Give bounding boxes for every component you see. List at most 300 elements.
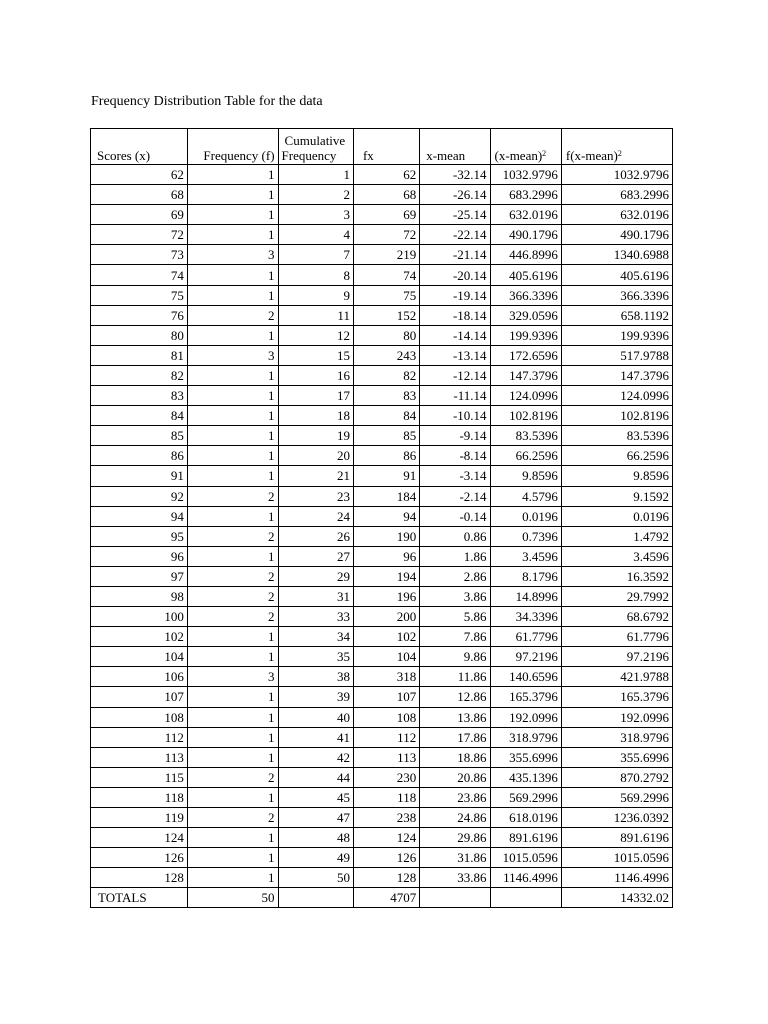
- cell-x-mean: -2.14: [420, 486, 490, 506]
- cell-fx: 112: [353, 727, 419, 747]
- cell-score: 106: [91, 667, 188, 687]
- cell-x-mean-squared: 83.5396: [490, 426, 561, 446]
- cell-score: 85: [91, 426, 188, 446]
- cell-f-x-mean-squared: 16.3592: [561, 566, 672, 586]
- cell-x-mean: -14.14: [420, 325, 490, 345]
- cell-x-mean: 7.86: [420, 627, 490, 647]
- cell-x-mean: 0.86: [420, 526, 490, 546]
- cell-x-mean-squared: 124.0996: [490, 386, 561, 406]
- cell-f-x-mean-squared: 632.0196: [561, 205, 672, 225]
- cell-x-mean: -11.14: [420, 386, 490, 406]
- cell-cumulative-frequency: 20: [278, 446, 353, 466]
- cell-x-mean: -3.14: [420, 466, 490, 486]
- totals-x-mean-squared: [490, 888, 561, 908]
- cell-fx: 85: [353, 426, 419, 446]
- header-x-mean-squared-label: (x-mean): [494, 148, 543, 163]
- cell-score: 91: [91, 466, 188, 486]
- cell-fx: 80: [353, 325, 419, 345]
- cell-frequency: 1: [187, 205, 278, 225]
- cell-fx: 318: [353, 667, 419, 687]
- cell-cumulative-frequency: 27: [278, 546, 353, 566]
- cell-fx: 126: [353, 848, 419, 868]
- cell-fx: 108: [353, 707, 419, 727]
- cell-f-x-mean-squared: 355.6996: [561, 747, 672, 767]
- cell-cumulative-frequency: 16: [278, 365, 353, 385]
- cell-x-mean-squared: 165.3796: [490, 687, 561, 707]
- cell-fx: 96: [353, 546, 419, 566]
- table-row: [91, 265, 673, 285]
- header-cumulative-line1: Cumulative: [284, 133, 346, 148]
- cell-frequency: 1: [187, 165, 278, 185]
- cell-cumulative-frequency: 40: [278, 707, 353, 727]
- cell-score: 107: [91, 687, 188, 707]
- cell-x-mean: -21.14: [420, 245, 490, 265]
- totals-frequency: 50: [187, 888, 278, 908]
- cell-x-mean-squared: 102.8196: [490, 406, 561, 426]
- cell-frequency: 3: [187, 345, 278, 365]
- totals-cumulative: [278, 888, 353, 908]
- cell-fx: 230: [353, 767, 419, 787]
- cell-x-mean-squared: 34.3396: [490, 607, 561, 627]
- cell-frequency: 1: [187, 868, 278, 888]
- cell-score: 100: [91, 607, 188, 627]
- cell-fx: 74: [353, 265, 419, 285]
- table-row: [91, 466, 673, 486]
- cell-cumulative-frequency: 4: [278, 225, 353, 245]
- cell-f-x-mean-squared: 683.2996: [561, 185, 672, 205]
- cell-f-x-mean-squared: 658.1192: [561, 305, 672, 325]
- cell-fx: 128: [353, 868, 419, 888]
- cell-score: 128: [91, 868, 188, 888]
- cell-x-mean-squared: 632.0196: [490, 205, 561, 225]
- cell-frequency: 1: [187, 185, 278, 205]
- cell-cumulative-frequency: 12: [278, 325, 353, 345]
- cell-f-x-mean-squared: 3.4596: [561, 546, 672, 566]
- cell-fx: 238: [353, 808, 419, 828]
- table-row: [91, 245, 673, 265]
- cell-cumulative-frequency: 7: [278, 245, 353, 265]
- cell-x-mean-squared: 405.6196: [490, 265, 561, 285]
- cell-fx: 75: [353, 285, 419, 305]
- cell-score: 97: [91, 566, 188, 586]
- cell-cumulative-frequency: 33: [278, 607, 353, 627]
- cell-x-mean-squared: 355.6996: [490, 747, 561, 767]
- cell-f-x-mean-squared: 83.5396: [561, 426, 672, 446]
- cell-x-mean-squared: 66.2596: [490, 446, 561, 466]
- cell-cumulative-frequency: 48: [278, 828, 353, 848]
- cell-frequency: 2: [187, 566, 278, 586]
- cell-frequency: 1: [187, 647, 278, 667]
- cell-x-mean: -12.14: [420, 365, 490, 385]
- table-row: [91, 225, 673, 245]
- cell-cumulative-frequency: 19: [278, 426, 353, 446]
- cell-f-x-mean-squared: 124.0996: [561, 386, 672, 406]
- cell-cumulative-frequency: 47: [278, 808, 353, 828]
- cell-score: 102: [91, 627, 188, 647]
- cell-fx: 194: [353, 566, 419, 586]
- header-f-x-mean-squared: [561, 129, 672, 165]
- cell-cumulative-frequency: 24: [278, 506, 353, 526]
- cell-frequency: 2: [187, 526, 278, 546]
- cell-frequency: 1: [187, 687, 278, 707]
- cell-x-mean: -20.14: [420, 265, 490, 285]
- cell-frequency: 1: [187, 828, 278, 848]
- cell-x-mean: -0.14: [420, 506, 490, 526]
- cell-f-x-mean-squared: 1015.0596: [561, 848, 672, 868]
- cell-f-x-mean-squared: 0.0196: [561, 506, 672, 526]
- cell-cumulative-frequency: 49: [278, 848, 353, 868]
- table-row: [91, 566, 673, 586]
- cell-x-mean-squared: 199.9396: [490, 325, 561, 345]
- cell-x-mean: 13.86: [420, 707, 490, 727]
- table-row: [91, 687, 673, 707]
- cell-x-mean-squared: 14.8996: [490, 586, 561, 606]
- cell-frequency: 1: [187, 506, 278, 526]
- cell-score: 126: [91, 848, 188, 868]
- cell-frequency: 1: [187, 727, 278, 747]
- cell-frequency: 1: [187, 325, 278, 345]
- cell-cumulative-frequency: 23: [278, 486, 353, 506]
- header-scores: Scores (x): [91, 129, 188, 165]
- cell-x-mean-squared: 1146.4996: [490, 868, 561, 888]
- cell-score: 96: [91, 546, 188, 566]
- cell-f-x-mean-squared: 1340.6988: [561, 245, 672, 265]
- cell-x-mean: 23.86: [420, 787, 490, 807]
- cell-x-mean-squared: 490.1796: [490, 225, 561, 245]
- cell-cumulative-frequency: 17: [278, 386, 353, 406]
- cell-score: 80: [91, 325, 188, 345]
- header-frequency: Frequency (f): [187, 129, 278, 165]
- cell-x-mean: 3.86: [420, 586, 490, 606]
- table-row: [91, 667, 673, 687]
- cell-fx: 190: [353, 526, 419, 546]
- cell-score: 82: [91, 365, 188, 385]
- cell-x-mean-squared: 61.7796: [490, 627, 561, 647]
- table-row: [91, 426, 673, 446]
- cell-frequency: 1: [187, 707, 278, 727]
- table-row: [91, 446, 673, 466]
- cell-x-mean-squared: 97.2196: [490, 647, 561, 667]
- table-row: [91, 808, 673, 828]
- cell-x-mean: -32.14: [420, 165, 490, 185]
- cell-f-x-mean-squared: 9.8596: [561, 466, 672, 486]
- cell-f-x-mean-squared: 870.2792: [561, 767, 672, 787]
- cell-x-mean-squared: 147.3796: [490, 365, 561, 385]
- cell-cumulative-frequency: 8: [278, 265, 353, 285]
- cell-cumulative-frequency: 2: [278, 185, 353, 205]
- cell-fx: 124: [353, 828, 419, 848]
- cell-x-mean: 20.86: [420, 767, 490, 787]
- cell-fx: 243: [353, 345, 419, 365]
- cell-x-mean-squared: 8.1796: [490, 566, 561, 586]
- cell-score: 73: [91, 245, 188, 265]
- cell-x-mean-squared: 4.5796: [490, 486, 561, 506]
- cell-cumulative-frequency: 34: [278, 627, 353, 647]
- cell-f-x-mean-squared: 97.2196: [561, 647, 672, 667]
- table-row: [91, 848, 673, 868]
- cell-x-mean: 1.86: [420, 546, 490, 566]
- cell-f-x-mean-squared: 490.1796: [561, 225, 672, 245]
- totals-fx: 4707: [353, 888, 419, 908]
- cell-x-mean: 2.86: [420, 566, 490, 586]
- cell-x-mean: 5.86: [420, 607, 490, 627]
- cell-score: 76: [91, 305, 188, 325]
- table-row: [91, 767, 673, 787]
- cell-frequency: 1: [187, 546, 278, 566]
- totals-x-mean: [420, 888, 490, 908]
- cell-x-mean: -13.14: [420, 345, 490, 365]
- table-row: [91, 627, 673, 647]
- cell-score: 108: [91, 707, 188, 727]
- cell-frequency: 2: [187, 305, 278, 325]
- cell-fx: 72: [353, 225, 419, 245]
- cell-frequency: 2: [187, 586, 278, 606]
- frequency-distribution-table: [90, 128, 673, 908]
- cell-f-x-mean-squared: 68.6792: [561, 607, 672, 627]
- cell-x-mean: 11.86: [420, 667, 490, 687]
- table-row: [91, 345, 673, 365]
- cell-score: 98: [91, 586, 188, 606]
- cell-fx: 83: [353, 386, 419, 406]
- cell-cumulative-frequency: 21: [278, 466, 353, 486]
- cell-f-x-mean-squared: 517.9788: [561, 345, 672, 365]
- cell-frequency: 1: [187, 285, 278, 305]
- cell-frequency: 1: [187, 747, 278, 767]
- cell-score: 75: [91, 285, 188, 305]
- header-fx: fx: [353, 129, 419, 165]
- cell-frequency: 2: [187, 486, 278, 506]
- table-row: [91, 647, 673, 667]
- cell-cumulative-frequency: 9: [278, 285, 353, 305]
- table-row: [91, 707, 673, 727]
- cell-x-mean: 9.86: [420, 647, 490, 667]
- cell-fx: 91: [353, 466, 419, 486]
- cell-x-mean-squared: 366.3396: [490, 285, 561, 305]
- cell-score: 69: [91, 205, 188, 225]
- header-x-mean: x-mean: [420, 129, 490, 165]
- cell-frequency: 1: [187, 386, 278, 406]
- cell-fx: 200: [353, 607, 419, 627]
- cell-cumulative-frequency: 26: [278, 526, 353, 546]
- cell-cumulative-frequency: 29: [278, 566, 353, 586]
- cell-cumulative-frequency: 39: [278, 687, 353, 707]
- cell-x-mean-squared: 1015.0596: [490, 848, 561, 868]
- cell-frequency: 1: [187, 848, 278, 868]
- cell-f-x-mean-squared: 9.1592: [561, 486, 672, 506]
- table-row: [91, 486, 673, 506]
- cell-frequency: 1: [187, 426, 278, 446]
- cell-x-mean: -22.14: [420, 225, 490, 245]
- cell-x-mean: -10.14: [420, 406, 490, 426]
- cell-f-x-mean-squared: 199.9396: [561, 325, 672, 345]
- cell-score: 104: [91, 647, 188, 667]
- cell-score: 74: [91, 265, 188, 285]
- cell-x-mean-squared: 329.0596: [490, 305, 561, 325]
- table-body: [91, 165, 673, 888]
- cell-fx: 84: [353, 406, 419, 426]
- table-row: [91, 828, 673, 848]
- cell-x-mean-squared: 618.0196: [490, 808, 561, 828]
- cell-score: 115: [91, 767, 188, 787]
- cell-f-x-mean-squared: 366.3396: [561, 285, 672, 305]
- table-row: [91, 386, 673, 406]
- cell-frequency: 1: [187, 787, 278, 807]
- cell-score: 113: [91, 747, 188, 767]
- cell-x-mean-squared: 0.7396: [490, 526, 561, 546]
- cell-fx: 152: [353, 305, 419, 325]
- header-f-x-mean-squared-label: f(x-mean): [565, 148, 618, 163]
- cell-cumulative-frequency: 44: [278, 767, 353, 787]
- cell-fx: 62: [353, 165, 419, 185]
- cell-x-mean-squared: 9.8596: [490, 466, 561, 486]
- header-squared-mark: 2: [542, 149, 547, 158]
- table-row: [91, 365, 673, 385]
- cell-f-x-mean-squared: 1.4792: [561, 526, 672, 546]
- cell-frequency: 1: [187, 466, 278, 486]
- cell-frequency: 3: [187, 245, 278, 265]
- cell-f-x-mean-squared: 102.8196: [561, 406, 672, 426]
- table-row: [91, 546, 673, 566]
- cell-f-x-mean-squared: 421.9788: [561, 667, 672, 687]
- cell-x-mean-squared: 140.6596: [490, 667, 561, 687]
- table-totals: [91, 888, 673, 908]
- cell-cumulative-frequency: 15: [278, 345, 353, 365]
- cell-x-mean: 18.86: [420, 747, 490, 767]
- cell-f-x-mean-squared: 165.3796: [561, 687, 672, 707]
- table-row: [91, 185, 673, 205]
- cell-f-x-mean-squared: 147.3796: [561, 365, 672, 385]
- cell-frequency: 2: [187, 767, 278, 787]
- cell-fx: 184: [353, 486, 419, 506]
- table-row: [91, 285, 673, 305]
- cell-fx: 82: [353, 365, 419, 385]
- table-row: [91, 787, 673, 807]
- cell-f-x-mean-squared: 66.2596: [561, 446, 672, 466]
- cell-x-mean-squared: 172.6596: [490, 345, 561, 365]
- cell-score: 112: [91, 727, 188, 747]
- cell-fx: 113: [353, 747, 419, 767]
- cell-cumulative-frequency: 31: [278, 586, 353, 606]
- table-row: [91, 868, 673, 888]
- table-row: [91, 607, 673, 627]
- cell-score: 83: [91, 386, 188, 406]
- cell-frequency: 3: [187, 667, 278, 687]
- cell-x-mean: 17.86: [420, 727, 490, 747]
- cell-cumulative-frequency: 1: [278, 165, 353, 185]
- cell-f-x-mean-squared: 569.2996: [561, 787, 672, 807]
- header-cumulative-frequency: [278, 129, 353, 165]
- cell-x-mean: -18.14: [420, 305, 490, 325]
- table-header: [91, 129, 673, 165]
- table-row: [91, 165, 673, 185]
- cell-fx: 69: [353, 205, 419, 225]
- cell-score: 119: [91, 808, 188, 828]
- cell-x-mean: 33.86: [420, 868, 490, 888]
- cell-f-x-mean-squared: 405.6196: [561, 265, 672, 285]
- cell-score: 118: [91, 787, 188, 807]
- cell-fx: 104: [353, 647, 419, 667]
- cell-cumulative-frequency: 35: [278, 647, 353, 667]
- cell-x-mean: -9.14: [420, 426, 490, 446]
- cell-fx: 107: [353, 687, 419, 707]
- table-row: [91, 526, 673, 546]
- cell-x-mean: 24.86: [420, 808, 490, 828]
- cell-x-mean-squared: 683.2996: [490, 185, 561, 205]
- cell-score: 81: [91, 345, 188, 365]
- header-x-mean-squared: [490, 129, 561, 165]
- cell-score: 124: [91, 828, 188, 848]
- cell-frequency: 1: [187, 406, 278, 426]
- cell-x-mean-squared: 569.2996: [490, 787, 561, 807]
- table-row: [91, 406, 673, 426]
- cell-x-mean-squared: 192.0996: [490, 707, 561, 727]
- cell-fx: 94: [353, 506, 419, 526]
- cell-x-mean-squared: 1032.9796: [490, 165, 561, 185]
- cell-f-x-mean-squared: 318.9796: [561, 727, 672, 747]
- cell-f-x-mean-squared: 1146.4996: [561, 868, 672, 888]
- cell-x-mean: -26.14: [420, 185, 490, 205]
- cell-x-mean-squared: 446.8996: [490, 245, 561, 265]
- cell-x-mean-squared: 0.0196: [490, 506, 561, 526]
- cell-x-mean: 31.86: [420, 848, 490, 868]
- table-row: [91, 727, 673, 747]
- cell-fx: 86: [353, 446, 419, 466]
- cell-cumulative-frequency: 3: [278, 205, 353, 225]
- table-row: [91, 747, 673, 767]
- cell-x-mean-squared: 435.1396: [490, 767, 561, 787]
- cell-frequency: 1: [187, 446, 278, 466]
- cell-score: 95: [91, 526, 188, 546]
- cell-cumulative-frequency: 18: [278, 406, 353, 426]
- cell-x-mean-squared: 891.6196: [490, 828, 561, 848]
- cell-x-mean: -19.14: [420, 285, 490, 305]
- header-squared-mark: 2: [617, 149, 622, 158]
- table-row: [91, 506, 673, 526]
- cell-cumulative-frequency: 11: [278, 305, 353, 325]
- cell-frequency: 2: [187, 607, 278, 627]
- header-cumulative-line2: Frequency: [281, 148, 337, 163]
- cell-x-mean: -25.14: [420, 205, 490, 225]
- cell-fx: 118: [353, 787, 419, 807]
- cell-cumulative-frequency: 38: [278, 667, 353, 687]
- cell-score: 72: [91, 225, 188, 245]
- cell-fx: 196: [353, 586, 419, 606]
- cell-x-mean: 12.86: [420, 687, 490, 707]
- cell-score: 84: [91, 406, 188, 426]
- cell-f-x-mean-squared: 1032.9796: [561, 165, 672, 185]
- document-title: Frequency Distribution Table for the data: [91, 94, 323, 109]
- cell-x-mean-squared: 3.4596: [490, 546, 561, 566]
- cell-frequency: 1: [187, 627, 278, 647]
- cell-fx: 219: [353, 245, 419, 265]
- cell-f-x-mean-squared: 1236.0392: [561, 808, 672, 828]
- cell-cumulative-frequency: 50: [278, 868, 353, 888]
- cell-fx: 68: [353, 185, 419, 205]
- table-row: [91, 586, 673, 606]
- cell-f-x-mean-squared: 29.7992: [561, 586, 672, 606]
- cell-cumulative-frequency: 42: [278, 747, 353, 767]
- table-row: [91, 305, 673, 325]
- cell-f-x-mean-squared: 192.0996: [561, 707, 672, 727]
- cell-f-x-mean-squared: 61.7796: [561, 627, 672, 647]
- table-row: [91, 205, 673, 225]
- cell-score: 62: [91, 165, 188, 185]
- totals-label: TOTALS: [91, 888, 188, 908]
- cell-x-mean: 29.86: [420, 828, 490, 848]
- cell-score: 68: [91, 185, 188, 205]
- cell-cumulative-frequency: 45: [278, 787, 353, 807]
- cell-x-mean: -8.14: [420, 446, 490, 466]
